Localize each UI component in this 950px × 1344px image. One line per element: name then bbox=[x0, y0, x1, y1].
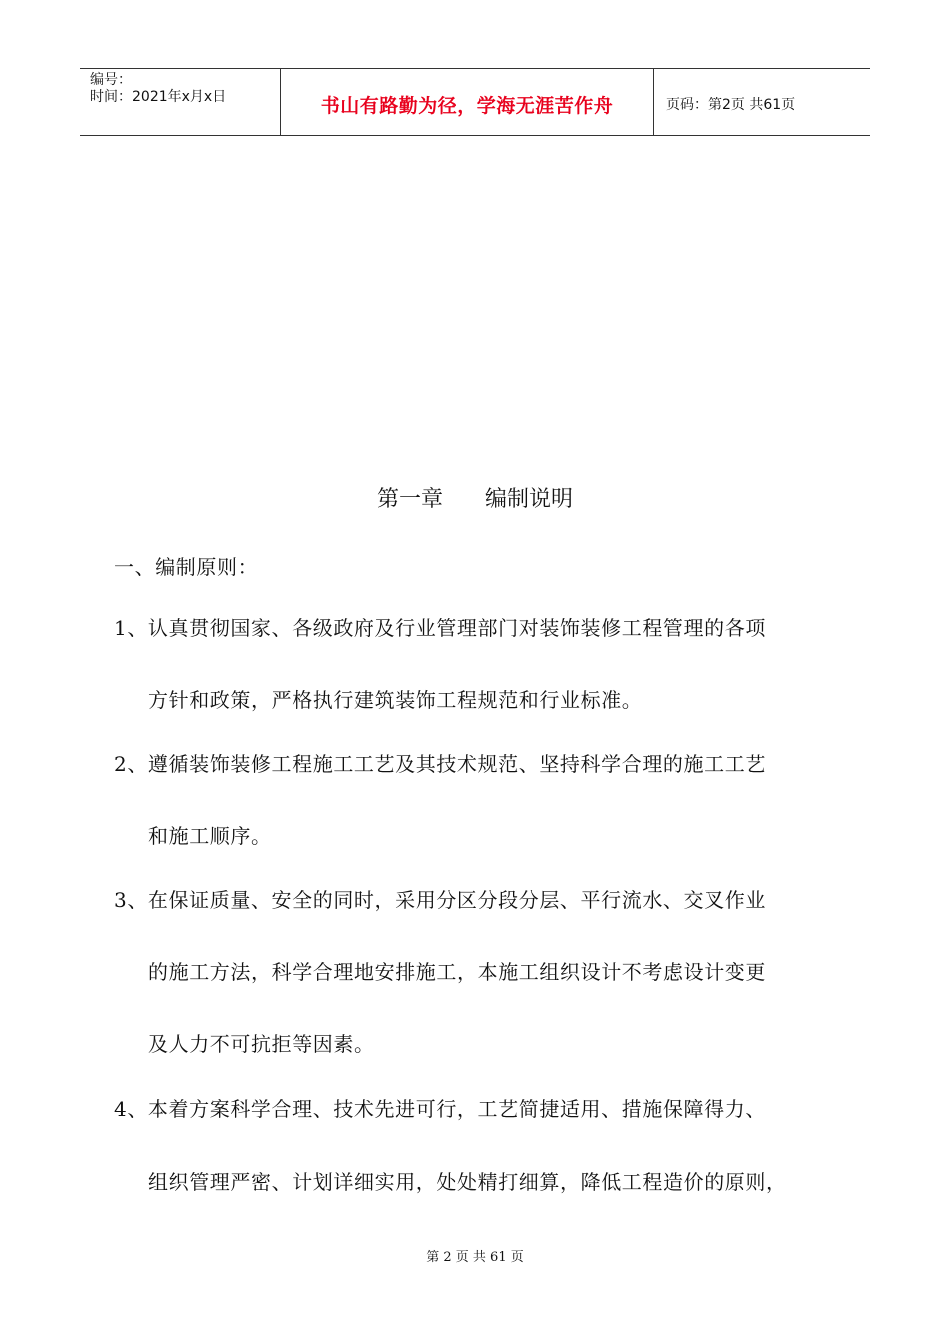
paragraph-line: 4、本着方案科学合理、技术先进可行，工艺简捷适用、措施保障得力、 bbox=[114, 1097, 766, 1121]
paragraph-line: 方针和政策，严格执行建筑装饰工程规范和行业标准。 bbox=[148, 688, 643, 712]
header-meta-cell bbox=[80, 69, 281, 135]
section-heading: 一、编制原则： bbox=[114, 555, 259, 579]
paragraph-line: 3、在保证质量、安全的同时，采用分区分段分层、平行流水、交叉作业 bbox=[114, 888, 766, 912]
chapter-title: 第一章 编制说明 bbox=[377, 487, 573, 512]
header-page-cell bbox=[654, 69, 870, 135]
code-label: 编号： bbox=[90, 72, 132, 88]
paragraph-line: 及人力不可抗拒等因素。 bbox=[148, 1032, 375, 1056]
motto-text: 书山有路勤为径，学海无涯苦作舟 bbox=[320, 94, 614, 117]
paragraph-line: 和施工顺序。 bbox=[148, 824, 272, 848]
page-footer: 第 2 页 共 61 页 bbox=[426, 1250, 524, 1265]
paragraph-line: 的施工方法，科学合理地安排施工，本施工组织设计不考虑设计变更 bbox=[148, 960, 766, 984]
header-motto-cell bbox=[281, 69, 654, 135]
paragraph-line: 组织管理严密、计划详细实用，处处精打细算，降低工程造价的原则， bbox=[148, 1170, 787, 1194]
paragraph-line: 1、认真贯彻国家、各级政府及行业管理部门对装饰装修工程管理的各项 bbox=[114, 616, 766, 640]
paragraph-line: 2、遵循装饰装修工程施工工艺及其技术规范、坚持科学合理的施工工艺 bbox=[114, 752, 766, 776]
time-label: 时间：2021年x月x日 bbox=[90, 89, 227, 105]
document-header bbox=[80, 68, 870, 136]
page-info: 页码：第2页 共61页 bbox=[666, 97, 796, 113]
